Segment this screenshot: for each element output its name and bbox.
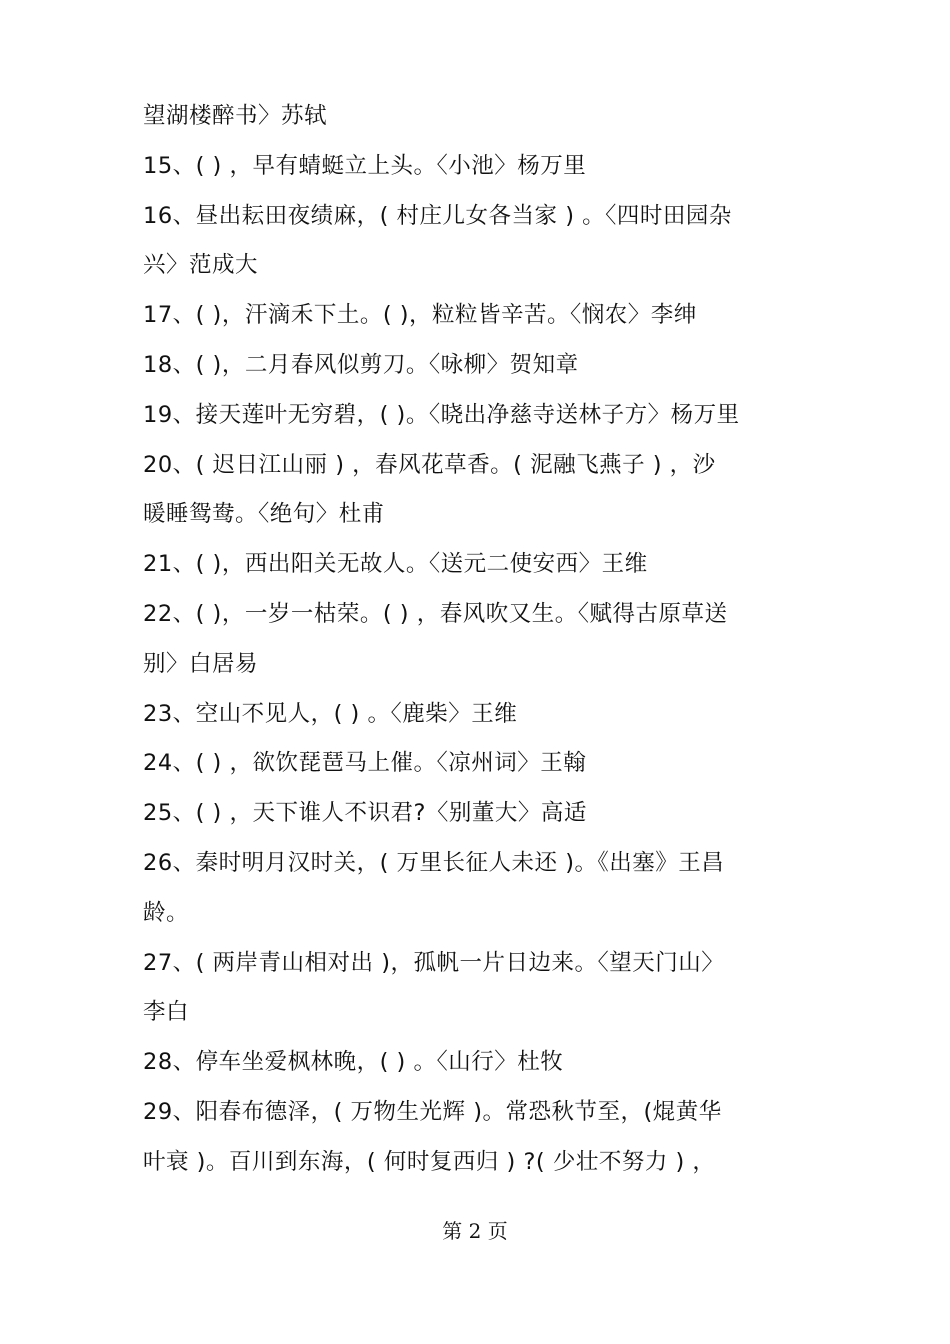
- text-line: 17、( )，汗滴禾下土。( )，粒粒皆辛苦。〈悯农〉李绅: [143, 302, 697, 329]
- text-line: 19、接天莲叶无穷碧，( )。〈晓出净慈寺送林子方〉杨万里: [143, 401, 740, 428]
- text-line: 别〉白居易: [143, 650, 259, 677]
- text-line: 15、( ) ，早有蜻蜓立上头。〈小池〉杨万里: [143, 152, 587, 179]
- text-line: 望湖楼醉书〉苏轼: [143, 103, 328, 129]
- text-line: 暖睡鸳鸯。〈绝句〉杜甫: [143, 501, 385, 528]
- text-line: 叶衰 )。百川到东海，( 何时复西归 ) ?( 少壮不努力 ) ，: [143, 1148, 716, 1175]
- text-line: 26、秦时明月汉时关，( 万里长征人未还 )。《出塞》王昌: [143, 849, 725, 876]
- text-line: 22、( )，一岁一枯荣。( ) ，春风吹又生。〈赋得古原草送: [143, 600, 728, 627]
- text-line: 李白: [143, 999, 190, 1026]
- document-body: [143, 92, 823, 1188]
- text-line: 23、空山不见人，( ) 。〈鹿柴〉王维: [143, 700, 518, 727]
- page-number: 第 2 页: [442, 1219, 508, 1243]
- text-line: 兴〉范成大: [143, 252, 259, 279]
- text-line: 18、( )，二月春风似剪刀。〈咏柳〉贺知章: [143, 351, 579, 378]
- text-line: 29、阳春布德泽，( 万物生光辉 )。常恐秋节至，(焜黄华: [143, 1098, 722, 1125]
- text-line: 28、停车坐爱枫林晚，( ) 。〈山行〉杜牧: [143, 1049, 564, 1076]
- text-line: 16、昼出耘田夜绩麻，( 村庄儿女各当家 ) 。〈四时田园杂: [143, 202, 732, 229]
- text-line: 27、( 两岸青山相对出 )，孤帆一片日边来。〈望天门山〉: [143, 949, 725, 976]
- text-line: 21、( )，西出阳关无故人。〈送元二使安西〉王维: [143, 551, 648, 578]
- text-line: 20、( 迟日江山丽 ) ，春风花草香。( 泥融飞燕子 ) ，沙: [143, 451, 716, 478]
- text-line: 龄。: [143, 899, 190, 926]
- text-line: 25、( ) ，天下谁人不识君?〈别董大〉高适: [143, 800, 587, 827]
- text-line: 24、( ) ，欲饮琵琶马上催。〈凉州词〉王翰: [143, 750, 587, 777]
